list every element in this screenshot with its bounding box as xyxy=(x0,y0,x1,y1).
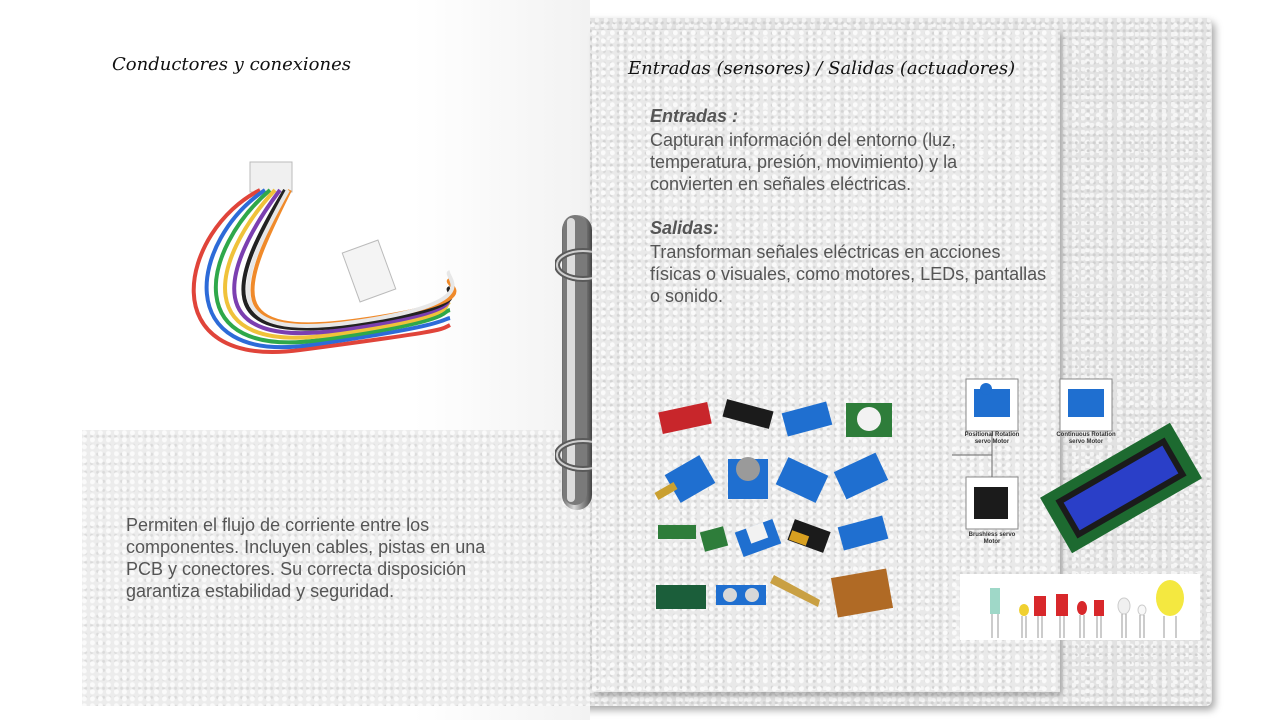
inputs-text: Capturan información del entorno (luz, temperatura, presión, movimiento) y la convierten en señales eléctricas. xyxy=(650,130,958,194)
left-description: Permiten el flujo de corriente entre los componentes. Incluyen cables, pistas en una PCB y conectores. Su correcta disposición garantiza estabilidad y seguridad. xyxy=(126,515,486,601)
wire-harness-image xyxy=(160,150,460,400)
servo-brushless-label: Brushless servo Motor xyxy=(968,532,1016,545)
lcd-display-image xyxy=(1040,418,1202,558)
right-title: Entradas (sensores) / Salidas (actuadores) xyxy=(628,58,1016,79)
leds-image xyxy=(960,574,1200,640)
outputs-text: Transforman señales eléctricas en acciones físicas o visuales, como motores, LEDs, pantallas o sonido. xyxy=(650,242,1047,306)
outputs-heading: Salidas: xyxy=(650,218,720,238)
sensor-modules-image xyxy=(650,395,900,620)
left-title: Conductores y conexiones xyxy=(112,54,351,75)
servo-positional-label: Positional Rotation servo Motor xyxy=(964,432,1020,445)
inputs-heading: Entradas : xyxy=(650,106,739,126)
servo-continuous-label: Continuous Rotation servo Motor xyxy=(1056,432,1116,445)
